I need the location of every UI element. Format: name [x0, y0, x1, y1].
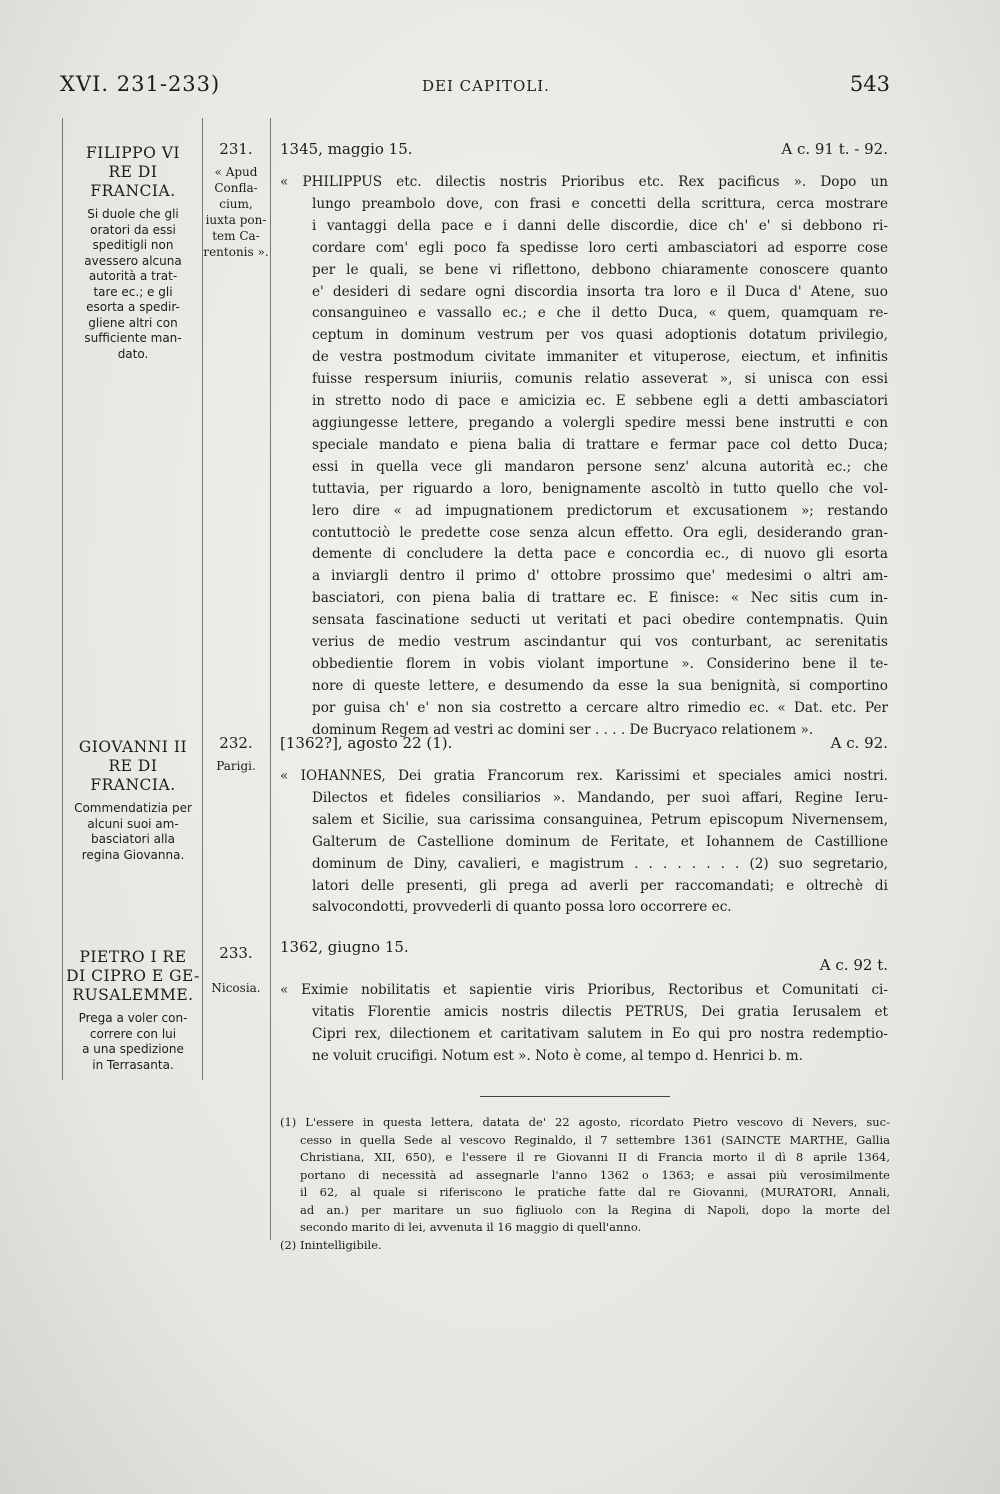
entry-233-number-place: [203, 944, 269, 996]
column-rule-1: [202, 118, 203, 1080]
entry-233-text: [280, 938, 888, 1068]
header-title: DEI CAPITOLI.: [422, 77, 550, 95]
entry-233-place: Nicosia.: [211, 981, 261, 995]
column-rule-2: [270, 118, 271, 1240]
entry-232-body: « IOHANNES, Dei gratia Francorum rex. Karissimi et speciales amici nostri. Dilectos et fideles consiliarios ». Mandando, per suoi affari, Regine Ieru- salem et Sicilie, sua carissima consanguinea, Petrum episcopum Nivernensem, Galterum de Castellione dominum de Feritate, et Iohannem de Castillione dominum de Diny, cavalieri, e magistrum . . . . . . . . (2) suo segretario, latori delle presenti, gli prega ad averli per raccomandati; e oltrechè di salvocondotti, provvederli di quanto possa loro occorrere ec.: [280, 768, 888, 916]
header-section-range: XVI. 231-233): [60, 72, 221, 96]
footnote-2: (2) Inintelligibile.: [280, 1237, 382, 1252]
entry-232-title: GIOVANNI II RE DI FRANCIA.: [78, 738, 188, 794]
entry-232-number: 232.: [219, 734, 253, 752]
entry-231-body: « PHILIPPUS etc. dilectis nostris Prioribus etc. Rex pacificus ». Dopo un lungo preambolo dove, con frasi e concetti della scrittura, cerca mostrare i vantaggi della pace e i danni delle discordie, dice ch' e' si debbono ri- cordare com' egli poco fa spedisse loro certi ambasciatori ad esporre cose per le quali, se bene vi riflettono, debbono chiaramente conoscere quanto e' desideri di sedare ogni discordia insorta tra loro e il Duca d' Atene, suo consanguineo e vassallo ec.; e che il detto Duca, « quem, quamquam re- ceptum in dominum vestrum per vos quasi adoptionis dotatum privilegio, de vestra postmodum civitate immaniter et vituperose, eiectum, et infinitis fuisse respersum iniuriis, comunis relatio asseverat », si unisca con essi in stretto nodo di pace e amicizia ec. E sebbene egli a detti ambasciatori aggiungesse lettere, pregando a volergli spedire messi bene instrutti e con speciale mandato e piena balia di trattare e fermar pace col detto Duca; essi in quella vece gli mandaron persone senz' alcuna autorità ec.; che tuttavia, per riguardo a loro, benignamente ascoltò in tutto quello che vol- lero dire « ad impugnationem predictorum et excusationem »; restando contuttociò le predette cose senza alcun effetto. Ora egli, desiderando gran- demente di concludere la detta pace e concordia ec., di nuovo gli esorta a inviargli dentro il primo d' ottobre prossimo que' medesimi o altri am- basciatori, con piena balia di trattare ec. E finisce: « Nec sitis cum in- sensata fascinatione seducti ut veritati et paci obedire contempnatis. Quin verius de medio vestrum ascindantur qui vos conturbant, ac serenitatis obbedientie florem in vobis violant importune ». Considerino bene il te- nore di queste lettere, e desumendo da esse la sua benignità, si comportino por guisa ch' e' non sia costretto a cercare altro rimedio ec. « Dat. etc. Per dominum Regem ad vestri ac domini ser . . . . De Bucryaco relationem ».: [280, 174, 888, 738]
entry-231-number-place: [203, 140, 269, 260]
entry-232-reference: A c. 92.: [830, 734, 888, 752]
entry-233-sidebar: [66, 948, 200, 1073]
entry-231-sidebar: [66, 144, 200, 362]
page-number: 543: [849, 72, 890, 96]
entry-233-body: « Eximie nobilitatis et sapientie viris Prioribus, Rectoribus et Comunitati ci- vitatis Florentie amicis nostris dilectis PETRUS, Dei gratia Ierusalem et Cipri rex, dilectionem et caritativam salutem in Eo qui pro nostra redemptio- ne voluit crucifigi. Notum est ». Noto è come, al tempo d. Henrici b. m.: [280, 982, 888, 1064]
entry-232-date: [1362?], agosto 22 (1).: [280, 734, 453, 752]
entry-233-number: 233.: [219, 944, 253, 962]
entry-232-summary: Commendatizia per alcuni suoi am- basciatori alla regina Giovanna.: [74, 801, 192, 862]
entry-232-sidebar: [66, 738, 200, 863]
footnote-separator: [480, 1096, 670, 1097]
entry-233-date: 1362, giugno 15.: [280, 938, 409, 956]
footnote-1: (1) L'essere in questa lettera, datata de' 22 agosto, ricordato Pietro vescovo di Nevers, suc-: [280, 1115, 890, 1129]
left-margin-rule: [62, 118, 63, 1080]
entry-231-number: 231.: [219, 140, 253, 158]
entry-232-text: [280, 734, 888, 919]
entry-231-title: FILIPPO VI RE DI FRANCIA.: [85, 144, 181, 200]
entry-233-title: PIETRO I RE DI CIPRO E GE- RUSALEMME.: [66, 948, 200, 1004]
entry-231-date: 1345, maggio 15.: [280, 140, 413, 158]
entry-231-text: [280, 140, 888, 742]
entry-232-place: Parigi.: [216, 759, 256, 773]
entry-231-summary: Si duole che gli oratori da essi speditigli non avessero alcuna autorità a trat- tare ec.; e gli esorta a spedir- gliene altri con sufficiente man- dato.: [84, 207, 182, 361]
entry-233-heading: [280, 938, 888, 974]
entry-231-place: « Apud Confla- cium, iuxta pon- tem Ca- rentonis ».: [203, 165, 269, 259]
running-header: [60, 72, 890, 102]
entry-233-reference: A c. 92 t.: [819, 956, 888, 974]
entry-231-reference: A c. 91 t. - 92.: [781, 140, 888, 158]
entry-231-heading: [280, 140, 888, 162]
entry-232-number-place: [203, 734, 269, 774]
footnotes: (1) L'essere in questa lettera, datata de' 22 agosto, ricordato Pietro vescovo di Nevers, suc- cesso in quella Sede al vescovo Reginaldo, il 7 settembre 1361 (SAINCTE MARTHE, Gallia Christiana, XII, 650), e l'essere il re Giovanni II di Francia morto il dì 8 aprile 1364, portano di necessità ad assegnarle l'anno 1362 o 1363; e assai più verosimilmente il 62, al quale si riferiscono le pratiche fatte dal re Giovanni, (MURATORI, Annali, ad an.) per maritare un suo figliuolo con la Regina di Napoli, dopo la morte del secondo marito di lei, avvenuta il 16 maggio di quell'anno. (2) Inintelligibile.: [280, 1114, 890, 1254]
entry-233-summary: Prega a voler con- correre con lui a una spedizione in Terrasanta.: [78, 1011, 188, 1072]
entry-232-heading: [280, 734, 888, 756]
